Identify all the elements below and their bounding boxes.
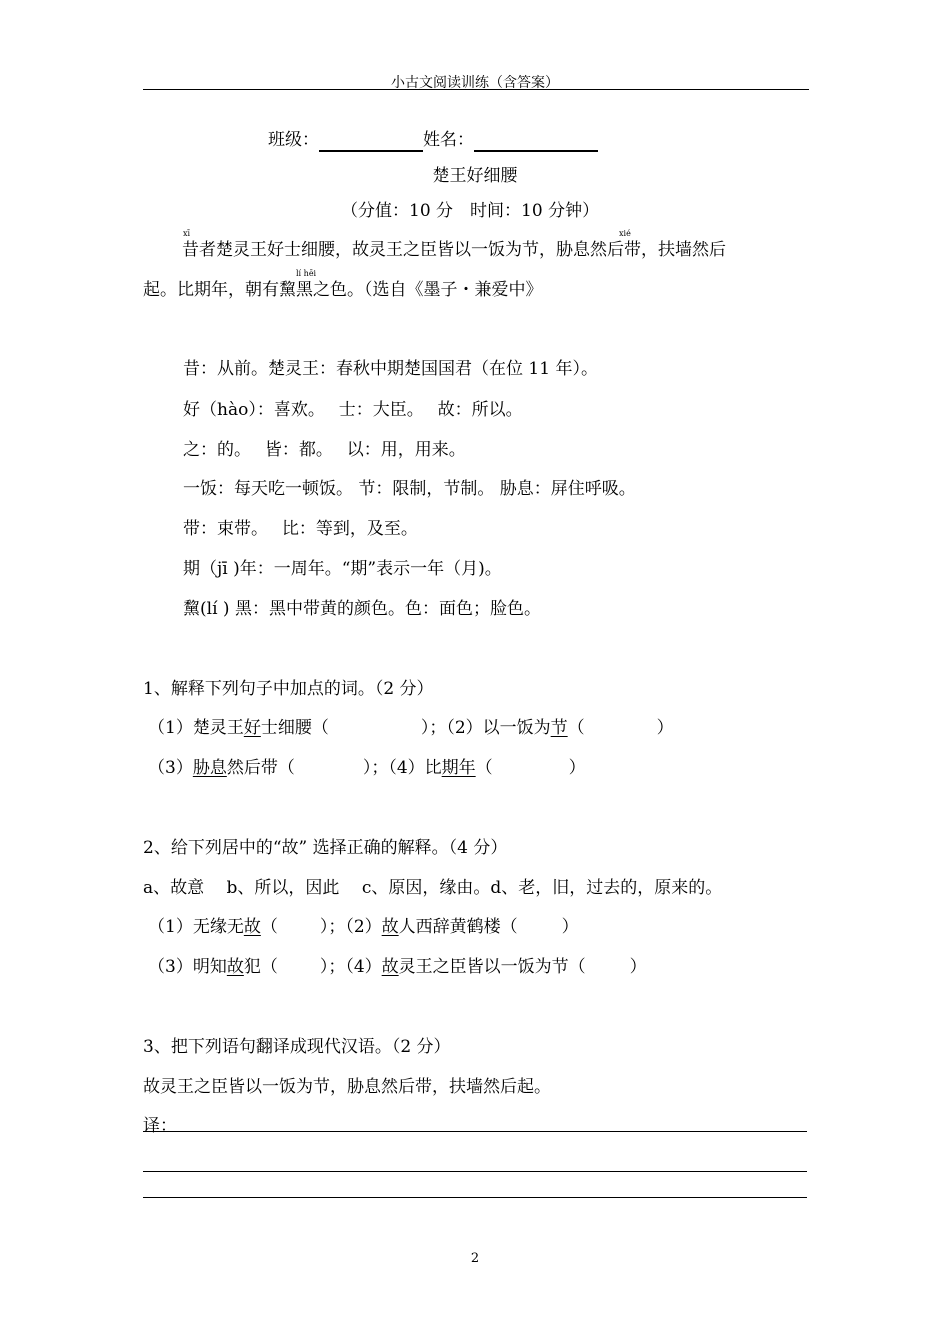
underlined-word: 故 bbox=[381, 957, 399, 977]
page-number: 2 bbox=[470, 1251, 480, 1266]
pinyin-lihei: lí hēi bbox=[296, 269, 317, 278]
translation-label: 译： bbox=[143, 1116, 177, 1136]
question-3-sentence: 故灵王之臣皆以一饭为节，胁息然后带，扶墙然后起。 bbox=[143, 1077, 551, 1097]
underlined-word: 好 bbox=[243, 718, 261, 738]
question-2-options: a、故意 b、所以，因此 c、原因，缘由。d、老，旧，过去的，原来的。 bbox=[143, 878, 723, 898]
answer-line[interactable] bbox=[143, 1197, 807, 1198]
question-1-row-2: （3）胁息然后带（ ）；（4）比期年（ ） bbox=[148, 758, 586, 778]
underlined-word: 胁息 bbox=[192, 758, 227, 778]
question-2-row-2: （3）明知故犯（ ）；（4）故灵王之臣皆以一饭为节（ ） bbox=[148, 957, 647, 977]
pinyin-xie: xié bbox=[619, 229, 631, 238]
score-time-info: （分值：10 分 时间：10 分钟） bbox=[341, 201, 600, 221]
question-2-title: 2、给下列居中的“故” 选择正确的解释。（4 分） bbox=[143, 838, 508, 858]
underlined-word: 节 bbox=[550, 718, 568, 738]
name-label: 姓名： bbox=[423, 130, 474, 150]
question-1-row-1: （1）楚灵王好士细腰（ ）；（2）以一饭为节（ ） bbox=[148, 718, 674, 738]
note-line: 期（jī )年：一周年。“期”表示一年（月)。 bbox=[183, 559, 502, 579]
header-rule bbox=[143, 89, 809, 90]
underlined-word: 期年 bbox=[441, 758, 476, 778]
class-field[interactable] bbox=[319, 130, 423, 152]
answer-line[interactable] bbox=[143, 1171, 807, 1172]
running-header: 小古文阅读训练（含答案） bbox=[391, 75, 559, 91]
note-line: 黧(lí ) 黑：黑中带黄的颜色。色：面色；脸色。 bbox=[183, 599, 541, 619]
note-line: 好（hào）：喜欢。 士：大臣。 故：所以。 bbox=[183, 400, 523, 420]
passage-line-1: 昔者楚灵王好士细腰，故灵王之臣皆以一饭为节，胁息然后带，扶墙然后 bbox=[182, 240, 726, 260]
passage-line-2: 起。比期年，朝有黧黑之色。（选自《墨子・兼爱中》 bbox=[143, 280, 543, 300]
note-line: 昔：从前。楚灵王：春秋中期楚国国君（在位 11 年）。 bbox=[183, 359, 598, 379]
underlined-word: 故 bbox=[381, 917, 399, 937]
question-2-row-1: （1）无缘无故（ ）；（2）故人西辞黄鹤楼（ ） bbox=[148, 917, 579, 937]
name-field[interactable] bbox=[474, 130, 598, 152]
class-label: 班级： bbox=[268, 130, 319, 150]
underlined-word: 故 bbox=[226, 957, 244, 977]
student-info-row bbox=[268, 125, 598, 152]
note-line: 带：束带。 比：等到，及至。 bbox=[183, 519, 418, 539]
pinyin-xi: xī bbox=[183, 229, 191, 238]
note-line: 之：的。 皆：都。 以：用，用来。 bbox=[183, 440, 466, 460]
question-1-title: 1、解释下列句子中加点的词。（2 分） bbox=[143, 679, 434, 699]
question-3-title: 3、把下列语句翻译成现代汉语。（2 分） bbox=[143, 1037, 451, 1057]
note-line: 一饭：每天吃一顿饭。 节：限制，节制。 胁息：屏住呼吸。 bbox=[183, 479, 636, 499]
answer-line[interactable] bbox=[143, 1131, 807, 1132]
underlined-word: 故 bbox=[243, 917, 261, 937]
page-title: 楚王好细腰 bbox=[432, 166, 518, 186]
